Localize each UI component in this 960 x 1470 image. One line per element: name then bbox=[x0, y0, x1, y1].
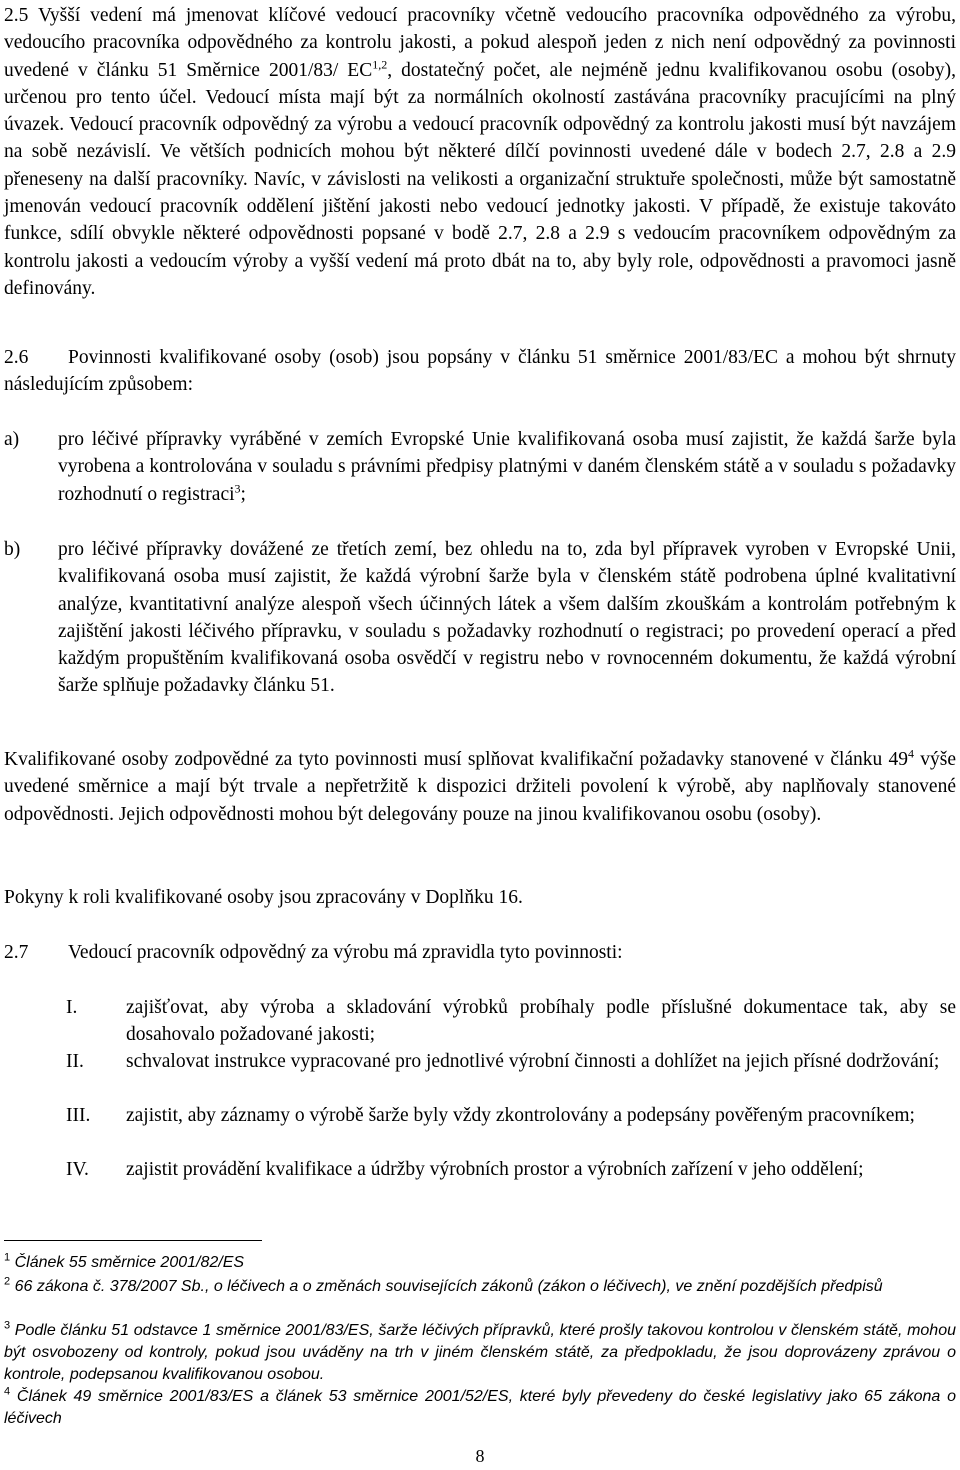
paragraph-qualified-text-b: výše uvedené směrnice a mají být trvale a nepřetržitě k dispozici držiteli povolení k výrobě, aby naplňovaly stanovené odpovědnosti. Jejich odpovědnosti mohou být delegovány pouze na jinou kvalifikovanou osobu (osoby). bbox=[4, 749, 956, 825]
paragraph-2-7-text: Vedoucí pracovník odpovědný za výrobu má zpravidla tyto povinnosti: bbox=[68, 942, 623, 963]
footnote-divider bbox=[4, 1240, 262, 1241]
duty-item-1 bbox=[66, 994, 956, 1049]
footnote-text-2: 66 zákona č. 378/2007 Sb., o léčivech a o změnách souvisejících zákonů (zákon o léčivech), ve znění pozdějších předpisů bbox=[14, 1278, 883, 1295]
footnote-ref-1-2: 1,2 bbox=[372, 57, 388, 72]
footnote-text-4: Článek 49 směrnice 2001/83/ES a článek 53 směrnice 2001/52/ES, které byly převedeny do české legislativy jako 65 zákona o léčivech bbox=[4, 1388, 956, 1427]
footnote-number-2: 2 bbox=[4, 1275, 11, 1288]
paragraph-qualified-persons bbox=[4, 746, 956, 828]
paragraph-2-5-text-a: 2.5 Vyšší vedení má jmenovat klíčové vedoucí pracovníky včetně vedoucího pracovníka odpovědného za výrobu, vedoucího pracovníka odpovědného za kontrolu jakosti, a pokud alespoň jeden z nich není odpovědný za povinnosti uvedené v článku 51 Směrnice 2001/83/ EC bbox=[4, 5, 956, 81]
paragraph-2-6-text: Povinnosti kvalifikované osoby (osob) jsou popsány v článku 51 směrnice 2001/83/EC a mohou být shrnuty následujícím způsobem: bbox=[4, 347, 956, 396]
footnote-number-4: 4 bbox=[4, 1385, 11, 1398]
paragraph-guidance: Pokyny k roli kvalifikované osoby jsou zpracovány v Doplňku 16. bbox=[4, 887, 523, 908]
paragraph-qualified-text-a: Kvalifikované osoby zodpovědné za tyto povinnosti musí splňovat kvalifikační požadavky stanovené v článku 49 bbox=[4, 749, 909, 770]
page-number: 8 bbox=[475, 1446, 485, 1466]
list-item-b-text: pro léčivé přípravky dovážené ze třetích zemí, bez ohledu na to, zda byl přípravek vyroben v Evropské Unii, kvalifikovaná osoba musí zajistit, že každá výrobní šarže byla v členském státě podrobena úplné kvalitativní analýze, kvantitativní analýze alespoň všech účinných látek a všem dalším zkouškám a kontrolám potřebným k zajištění jakosti léčivého přípravku, v souladu s požadavky rozhodnutí o registraci; po provedení operací a před každým propuštěním kvalifikovaná osoba osvědčí v registru nebo v rovnocenném dokumentu, že každá výrobní šarže splňuje požadavky článku 51. bbox=[58, 539, 956, 697]
duty-text-2: schvalovat instrukce vypracované pro jednotlivé výrobní činnosti a dohlížet na jejich přísné dodržování; bbox=[126, 1051, 940, 1072]
duty-marker-2: II. bbox=[66, 1051, 84, 1072]
list-item-b bbox=[4, 536, 956, 700]
list-item-a-end: ; bbox=[240, 483, 246, 505]
footnote-ref-4: 4 bbox=[908, 746, 915, 761]
duty-item-4 bbox=[66, 1156, 956, 1183]
duty-text-3: zajistit, aby záznamy o výrobě šarže byly vždy zkontrolovány a podepsány pověřeným pracovníkem; bbox=[126, 1105, 915, 1126]
duty-marker-3: III. bbox=[66, 1105, 91, 1126]
footnote-number-1: 1 bbox=[4, 1251, 11, 1264]
list-marker-a: a) bbox=[4, 429, 20, 450]
footnote-2 bbox=[4, 1276, 956, 1298]
footnote-text-3: Podle článku 51 odstavce 1 směrnice 2001/83/ES, šarže léčivých přípravků, které prošly takovou kontrolou v členském státě, mohou být osvobozeny od kontroly, pokud jsou uváděny na trh v jiném členském státě, za předpokladu, že jsou doprovázeny zprávou o kontrole, podepsanou kvalifikovanou osobou. bbox=[4, 1322, 956, 1383]
duty-marker-4: IV. bbox=[66, 1159, 89, 1180]
paragraph-2-5 bbox=[4, 2, 956, 302]
duty-item-2 bbox=[66, 1048, 956, 1075]
footnote-number-3: 3 bbox=[4, 1319, 11, 1332]
footnote-text-1: Článek 55 směrnice 2001/82/ES bbox=[14, 1254, 245, 1271]
list-marker-b: b) bbox=[4, 539, 21, 560]
paragraph-2-7 bbox=[4, 939, 956, 966]
list-item-a-text-block bbox=[58, 426, 956, 508]
paragraph-2-6 bbox=[4, 344, 956, 399]
section-number-2-6: 2.6 bbox=[4, 347, 29, 368]
list-item-a-text: pro léčivé přípravky vyráběné v zemích Evropské Unie kvalifikovaná osoba musí zajistit, že každá šarže byla vyrobena a kontrolována v souladu s právními předpisy platnými v daném členském státě a v souladu s požadavky rozhodnutí o registraci bbox=[58, 429, 956, 505]
footnote-3 bbox=[4, 1320, 956, 1386]
duty-marker-1: I. bbox=[66, 997, 78, 1018]
duty-text-4: zajistit provádění kvalifikace a údržby výrobních prostor a výrobních zařízení v jeho oddělení; bbox=[126, 1159, 864, 1180]
list-item-a bbox=[4, 426, 956, 508]
footnote-1 bbox=[4, 1252, 956, 1274]
paragraph-2-5-text-b: , dostatečný počet, ale nejméně jednu kvalifikovanou osobu (osoby), určenou pro tento účel. Vedoucí místa mají být za normálních okolností zastávána pracovníky pracujícími na plný úvazek. Vedoucí pracovník odpovědný za výrobu a vedoucí pracovník odpovědný za kontrolu jakosti musí být navzájem na sobě nezávislí. Ve větších podnicích mohou být některé dílčí povinnosti uvedené dále v bodech 2.7, 2.8 a 2.9 přeneseny na další pracovníky. Navíc, v závislosti na velikosti a organizační struktuře společnosti, může být samostatně jmenován vedoucí pracovník oddělení jištění jakosti nebo vedoucí jednotky jakosti. V případě, že existuje takováto funkce, sdílí obvykle některé odpovědnosti popsané v bodě 2.7, 2.8 a 2.9 s vedoucím pracovníkem odpovědným za kontrolu jakosti a vedoucím výroby a vyšší vedení má proto dbát na to, aby byly role, odpovědnosti a pravomoci jasně definovány. bbox=[4, 59, 956, 299]
section-number-2-7: 2.7 bbox=[4, 942, 29, 963]
duty-text-1: zajišťovat, aby výroba a skladování výrobků probíhaly podle příslušné dokumentace tak, aby se dosahovalo požadované jakosti; bbox=[126, 997, 956, 1046]
duty-item-3 bbox=[66, 1102, 956, 1129]
footnote-ref-3: 3 bbox=[234, 481, 241, 496]
footnote-4 bbox=[4, 1386, 956, 1430]
